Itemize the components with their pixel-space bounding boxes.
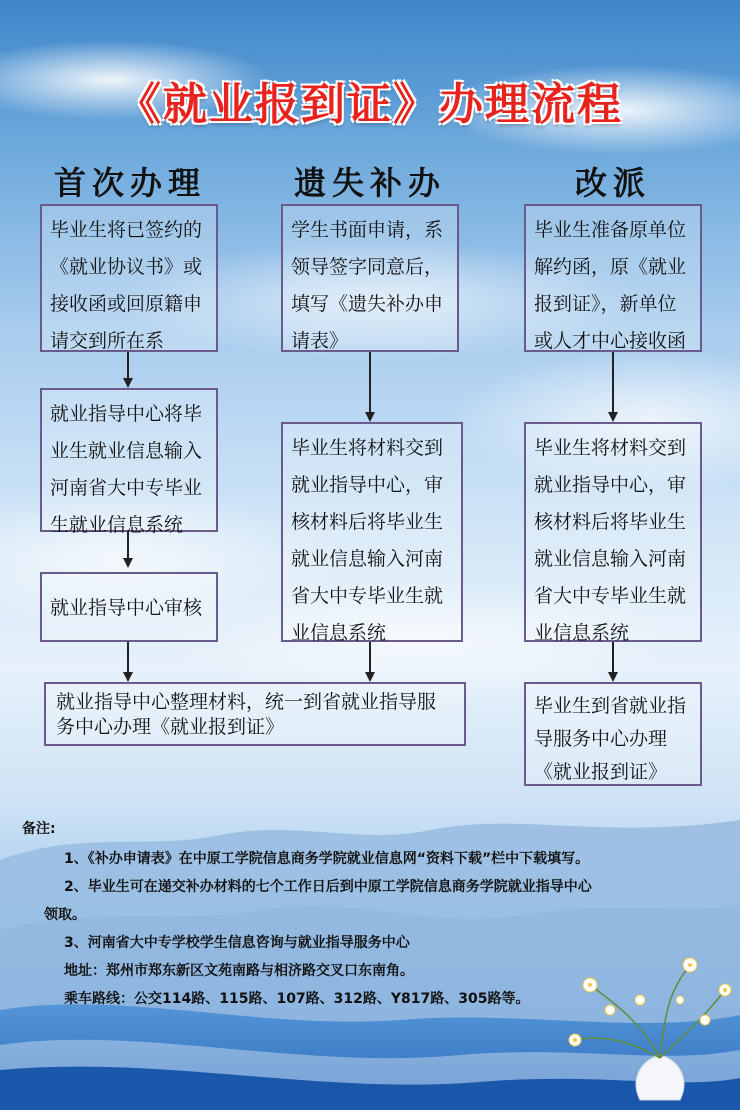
step-first-2: 就业指导中心将毕业生就业信息输入河南省大中专毕业生就业信息系统 (40, 388, 218, 532)
step-first-3: 就业指导中心审核 (40, 572, 218, 642)
note-item: 3、河南省大中专学校学生信息咨询与就业指导服务中心 (64, 935, 410, 951)
step-lost-1: 学生书面申请，系领导签字同意后，填写《遗失补办申请表》 (281, 204, 459, 352)
step-first-1: 毕业生将已签约的《就业协议书》或接收函或回原籍申请交到所在系 (40, 204, 218, 352)
notes-heading: 备注: (22, 821, 56, 837)
note-item: 2、毕业生可在递交补办材料的七个工作日后到中原工学院信息商务学院就业指导中心 (64, 879, 592, 895)
note-item: 乘车路线：公交114路、115路、107路、312路、Y817路、305路等。 (64, 991, 530, 1007)
note-item: 地址：郑州市郑东新区文苑南路与相济路交叉口东南角。 (64, 963, 414, 979)
page-title: 《就业报到证》办理流程 (117, 79, 623, 130)
step-reassign-1: 毕业生准备原单位解约函，原《就业报到证》，新单位或人才中心接收函 (524, 204, 702, 352)
note-item: 1、《补办申请表》在中原工学院信息商务学院就业信息网“资料下载”栏中下载填写。 (64, 851, 590, 867)
step-lost-2: 毕业生将材料交到就业指导中心，审核材料后将毕业生就业信息输入河南省大中专毕业生就业信息系统 (281, 422, 463, 642)
step-merged: 就业指导中心整理材料，统一到省就业指导服务中心办理《就业报到证》 (44, 682, 466, 746)
note-item: 领取。 (44, 907, 86, 923)
column-heading-first: 首次办理 (53, 164, 206, 202)
column-heading-reassign: 改派 (574, 164, 651, 202)
step-reassign-2: 毕业生将材料交到就业指导中心，审核材料后将毕业生就业信息输入河南省大中专毕业生就业信息系统 (524, 422, 702, 642)
step-reassign-3: 毕业生到省就业指导服务中心办理《就业报到证》 (524, 682, 702, 786)
column-heading-lost: 遗失补办 (293, 164, 446, 202)
